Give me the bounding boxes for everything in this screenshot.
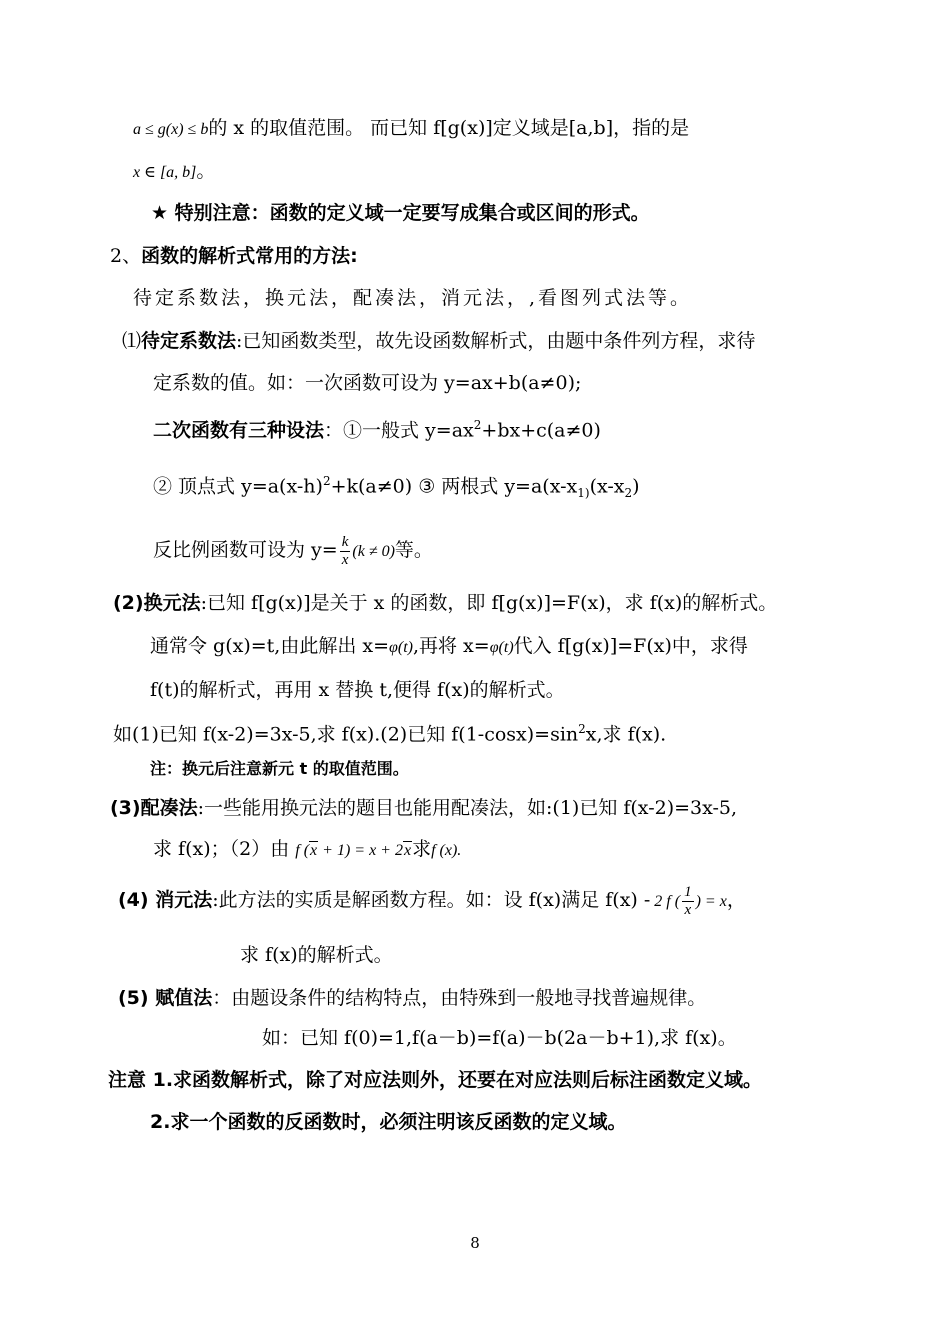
sqrt: x — [310, 842, 318, 859]
line-2 — [133, 158, 215, 186]
line-20 — [118, 985, 706, 1011]
line-5 — [133, 285, 692, 311]
item-number: (3) — [110, 797, 141, 819]
text: 。 — [196, 160, 216, 182]
text: 等。 — [394, 539, 433, 561]
star-note: ★ 特别注意：函数的定义域一定要写成集合或区间的形式。 — [151, 202, 650, 224]
note: 注：换元后注意新元 t 的取值范围。 — [150, 759, 409, 778]
line-14 — [113, 716, 666, 747]
line-18 — [118, 880, 746, 922]
term: 待定系数法 — [141, 330, 237, 352]
line-17 — [153, 836, 461, 864]
fraction: $\frac{1}{x}$ — [684, 883, 692, 918]
sqrt: x — [403, 842, 412, 859]
text: ② 顶点式 y=a(x-h) — [153, 475, 323, 498]
text: 代入 f[g(x)]=F(x)中，求得 — [513, 635, 748, 657]
text: 求 f(x)的解析式。 — [240, 944, 393, 966]
line-7 — [153, 370, 581, 396]
text: 如(1)已知 f(x-2)=3x-5,求 f(x).(2)已知 f(1-cosx)=sin — [113, 723, 579, 746]
superscript: 2 — [473, 418, 482, 432]
line-10 — [153, 530, 433, 572]
page-number: 8 — [470, 1234, 480, 1252]
text: :一些能用换元法的题目也能用配凑法，如:(1)已知 f(x-2)=3x-5, — [197, 797, 738, 819]
term: 配凑法 — [140, 797, 198, 819]
math-expression: ) = x — [695, 893, 727, 910]
text: (x-x — [589, 475, 625, 498]
text: 通常令 g(x)=t,由此解出 x= — [150, 635, 390, 657]
note: 注意 1.求函数解析式，除了对应法则外，还要在对应法则后标注函数定义域。 — [108, 1069, 763, 1091]
section-number: 2、 — [110, 245, 142, 267]
line-9 — [153, 468, 640, 506]
line-12 — [150, 633, 748, 661]
note: 2.求一个函数的反函数时，必须注明该反函数的定义域。 — [150, 1111, 627, 1133]
math-condition: (k ≠ 0) — [352, 543, 395, 560]
term: 换元法 — [143, 592, 201, 614]
math-phi: φ(t) — [389, 639, 413, 656]
math-expression: f (x). — [431, 842, 462, 859]
line-22-note — [108, 1067, 762, 1093]
item-number: (2) — [113, 592, 144, 614]
line-3-note — [151, 200, 650, 226]
text: 求 f(x)；（2）由 — [153, 838, 290, 860]
line-16 — [110, 795, 737, 821]
line-11 — [113, 590, 777, 616]
text: f(t)的解析式，再用 x 替换 t,便得 f(x)的解析式。 — [150, 679, 565, 701]
text: ,再将 x= — [412, 635, 490, 657]
subscript: 2 — [624, 486, 633, 501]
text: +bx+c(a≠0) — [481, 419, 601, 442]
line-1 — [133, 115, 689, 143]
text: 定系数的值。如：一次函数可设为 y=ax+b(a≠0); — [153, 372, 582, 394]
fraction: $\frac{k}{x}$ — [341, 533, 349, 568]
subscript: 1) — [577, 486, 590, 501]
text: ：①一般式 y=ax — [324, 419, 474, 442]
math-expression: f (x + 1) = x + 2x — [295, 842, 412, 859]
text: :已知 f[g(x)]是关于 x 的函数，即 f[g(x)]=F(x)，求 f(x)的解析式。 — [200, 592, 778, 614]
math-expression: 2 f ( — [650, 893, 681, 910]
line-19 — [240, 942, 393, 968]
text: :已知函数类型，故先设函数解析式，由题中条件列方程，求待 — [236, 330, 756, 352]
text: ) — [632, 475, 640, 498]
term: (4) 消元法 — [118, 889, 213, 911]
line-4-heading — [110, 243, 358, 269]
text: ：由题设条件的结构特点，由特殊到一般地寻找普遍规律。 — [212, 987, 707, 1009]
superscript: 2 — [578, 722, 586, 736]
line-8 — [153, 412, 601, 443]
math-phi: φ(t) — [489, 639, 514, 656]
line-13 — [150, 677, 565, 703]
text: 的 x 的取值范围。 而已知 f[g(x)]定义域是[a,b]，指的是 — [208, 117, 690, 139]
math-interval: x ∈ [a, b] — [133, 164, 197, 181]
text: 反比例函数可设为 y= — [153, 539, 338, 561]
term: (5) 赋值法 — [118, 987, 213, 1009]
term: 二次函数有三种设法 — [153, 419, 325, 442]
line-21 — [262, 1025, 737, 1051]
math-inequality: a ≤ g(x) ≤ b — [133, 121, 209, 138]
text: 如：已知 f(0)=1,f(a－b)=f(a)－b(2a－b+1),求 f(x)。 — [262, 1027, 737, 1049]
line-6 — [122, 328, 755, 354]
line-15-note — [150, 756, 409, 782]
text: 求 — [412, 838, 432, 860]
text: ， — [726, 889, 746, 911]
text: x,求 f(x). — [585, 723, 667, 746]
superscript: 2 — [322, 474, 331, 488]
text: +k(a≠0) ③ 两根式 y=a(x-x — [330, 475, 578, 498]
section-title: 函数的解析式常用的方法: — [141, 245, 358, 267]
text: 待定系数法，换元法，配凑法，消元法，,看图列式法等。 — [133, 287, 693, 309]
line-23-note — [150, 1109, 626, 1135]
text: :此方法的实质是解函数方程。如：设 f(x)满足 f(x) - — [212, 889, 651, 911]
item-number: ⑴ — [122, 330, 142, 352]
